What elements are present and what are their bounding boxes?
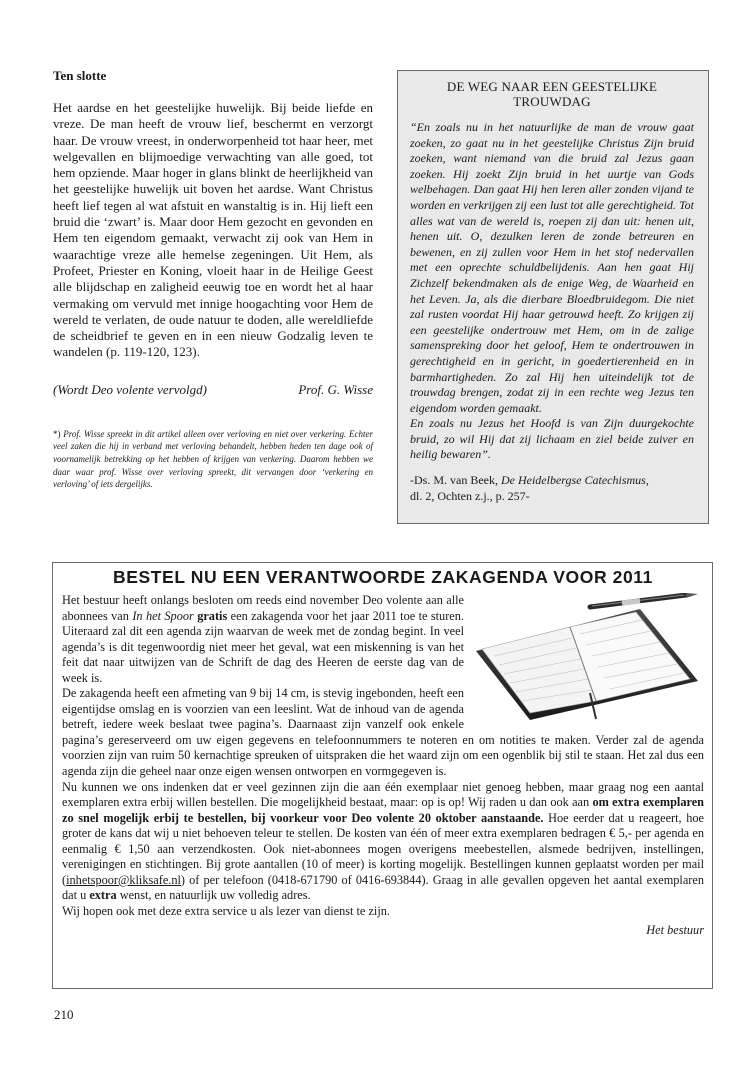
ad-p3-c: ) of per telefoon (0418-671790 of 0416-693844). Graag in alle gevallen opgeven het aantal exemplaren dat u (62, 872, 704, 903)
agenda-ad-box (52, 562, 713, 989)
quote-text-closing: En zoals nu Jezus het Hoofd is van Zijn duurgekochte bruid, zo wil Hij dat zij lichaam en ziel beide zuiver en heilig bewaren”. (410, 416, 694, 462)
page-number: 210 (54, 1007, 74, 1022)
quote-source (410, 473, 694, 504)
extra-label: extra (89, 888, 117, 903)
ad-signature: Het bestuur (646, 923, 704, 938)
footnote-text: Prof. Wisse spreekt in dit artikel alleen over verloving en niet over verkering. Echter veel zaken die hij in verband met verloving behandelt, hebben heden ten dage ook of voornamelijk betrekking op het hebben of krijgen van verkering. Daarom hebben we daar waar prof. Wisse over verloving spreekt, dit vervangen door ‘verkering en verloving’ of iets dergelijks. (53, 428, 373, 490)
continued-note: (Wordt Deo volente vervolgd) (53, 381, 207, 397)
author-name: Prof. G. Wisse (298, 381, 373, 397)
agenda-pen-illustration (472, 593, 702, 721)
article-footer (53, 382, 373, 398)
ad-p3-highlight: om extra exemplaren zo snel mogelijk erbij te bestellen, bij voorkeur voor Deo volente 20 oktober aanstaande. (62, 795, 705, 825)
quote-source-work: De Heidelbergse Catechismus, (500, 473, 649, 488)
quote-source-author: -Ds. M. van Beek, (410, 473, 498, 488)
footnote-mark: *) (53, 428, 61, 439)
quote-title: DE WEG NAAR EEN GEESTELIJKE TROUWDAG (446, 79, 658, 109)
article-column (53, 68, 373, 491)
magazine-name: In het Spoor (132, 608, 194, 623)
ad-p3-a: Nu kunnen we ons indenken dat er veel gezinnen zijn die aan één exemplaar niet genoeg hebben, maar graag nog een aantal exemplaren extra erbij willen bestellen. Die mogelijkheid bestaat, maar: op is op! Wij raden u dan ook aan (62, 779, 704, 810)
ad-paragraph-4: Wij hopen ook met deze extra service u als lezer van dienst te zijn. (62, 903, 390, 918)
quote-box (397, 70, 709, 524)
ad-title: BESTEL NU EEN VERANTWOORDE ZAKAGENDA VOOR 2011 (112, 567, 654, 587)
quote-source-rest: dl. 2, Ochten z.j., p. 257- (410, 488, 530, 503)
ad-paragraph-3 (62, 780, 704, 904)
ad-p1-intro: Het bestuur heeft onlangs besloten om reeds eind november Deo volente aan alle abonnees van (62, 593, 464, 623)
ad-paragraph-2: De zakagenda heeft een afmeting van 9 bij 14 cm, is stevig ingebonden, heeft een eigentijdse omslag en is voorzien van een leeslint. Wat de inhoud van de agenda betreft, iedere week beslaat twee pagina’s. Daarnaast zijn vanzelf ook enkele pagina’s gereserveerd om uw eigen gegevens en telefoonnummers te noteren en om notities te maken. Verder zal de agenda voorzien zijn van ruim 50 kernachtige spreuken of uitspraken die het waard zijn om een ogenblik bij stil te staan. Het zal dus een agenda zijn die geheel naar onze eigen wensen ontworpen en vormgegeven is. (62, 686, 704, 779)
quote-text-main: “En zoals nu in het natuurlijke de man de vrouw gaat zoeken, zo gaat nu in het geestelijke Christus Zijn bruid zoeken, want niemand van die bruid zal Jezus gaan zoeken. Hij zoekt Zijn bruid in het uurtje van Gods welbehagen. Dan gaat Hij hen leren aller zonden vijand te worden en verkrijgen zij een lust tot alle gerechtigheid. Tot alles wat van de wereld is, roepen zij dan uit: henen uit, henen uit. O, dezulken leren de zonde betreuren en bewenen, en zij zullen voor Hem in het stof nedervallen met een oprechte schuldbelijdenis. Aan hen gaat Hij Zichzelf bekendmaken als de enige Weg, de Waarheid en het Leven. Ja, als die dierbare Bloedbruidegom. Die niet zal rusten voordat Hij haar getrouwd heeft. Zo krijgen zij een geestelijke ondertrouw met Hem, om in de zalige samenspreking door het geloof, Hem te ondertrouwen in gerechtigheid en in gericht, in goedertierenheid en in barmhartigheden. Zo zal Hij hen uiteindelijk tot de trouwdag brengen, zodat zij in een rechte weg Jezus ten eigendom worden gemaakt. (410, 120, 694, 415)
section-title: Ten slotte (53, 68, 107, 83)
gratis-label: gratis (197, 608, 228, 623)
ad-p3-b: Hoe eerder dat u reageert, hoe groter de kans dat wij u niet behoeven teleur te stellen. De kosten van één of meer extra exemplaren bedragen € 5,- per agenda en eenmalig € 1,50 aan verzendkosten. Ook niet-abonnees mogen overigens meebestellen, alsmede bedrijven, instellingen, verenigingen en stichtingen. Bij grote aantallen (10 of meer) is korting mogelijk. Bestellingen kunnen geplaatst worden per mail ( (62, 810, 704, 887)
ad-p3-d: wenst, en natuurlijk uw volledig adres. (116, 888, 311, 903)
ad-p1-rest: een zakagenda voor het jaar 2011 toe te sturen. Uiteraard zal dit een agenda zijn waarvan de week met de zondag begint. In veel agenda’s is dit tegenwoordig niet meer het geval, wat een miskenning is van het feit dat naar uitwijzen van de Schrift de dag des Heeren de eerste dag van de week is. (62, 608, 464, 685)
quote-text (410, 120, 694, 463)
footnote (53, 428, 373, 491)
email-link[interactable]: inhetspoor@kliksafe.nl (66, 872, 181, 887)
article-paragraph: Het aardse en het geestelijke huwelijk. Bij beide liefde en vreze. De man heeft de vrouw lief, beschermt en verzorgt haar. De vrouw vreest, in onderworpenheid tot haar heer, met welgevallen en blijmoedige verwachting van alle goed, tot hem opziende. Maar hoger in glans blinkt de heerlijkheid van het geestelijke huwelijk uit boven het aardse. Want Christus heeft lief tegen al wat afstuit en wanstaltig is in. Hij lieft een bruid die ‘zwart’ is. Maar door Hem gezocht en gevonden en Hem ten eigendom gemaakt, verwacht zij ook van Hem in waarachtige vreze alle hemelse zegeningen. Uit Hem, als Profeet, Priester en Koning, vloeit haar in de Heilige Geest alle blijdschap en zaligheid eeuwig toe en wordt het al haar vermaking om vervuld met innige hoogachting voor Hem de wereld te verlaten, de oude natuur te doden, alle wereldliefde de scheidbrief te geven en in een nieuw Godzalig leven te wandelen (p. 119-120, 123). (53, 100, 373, 360)
